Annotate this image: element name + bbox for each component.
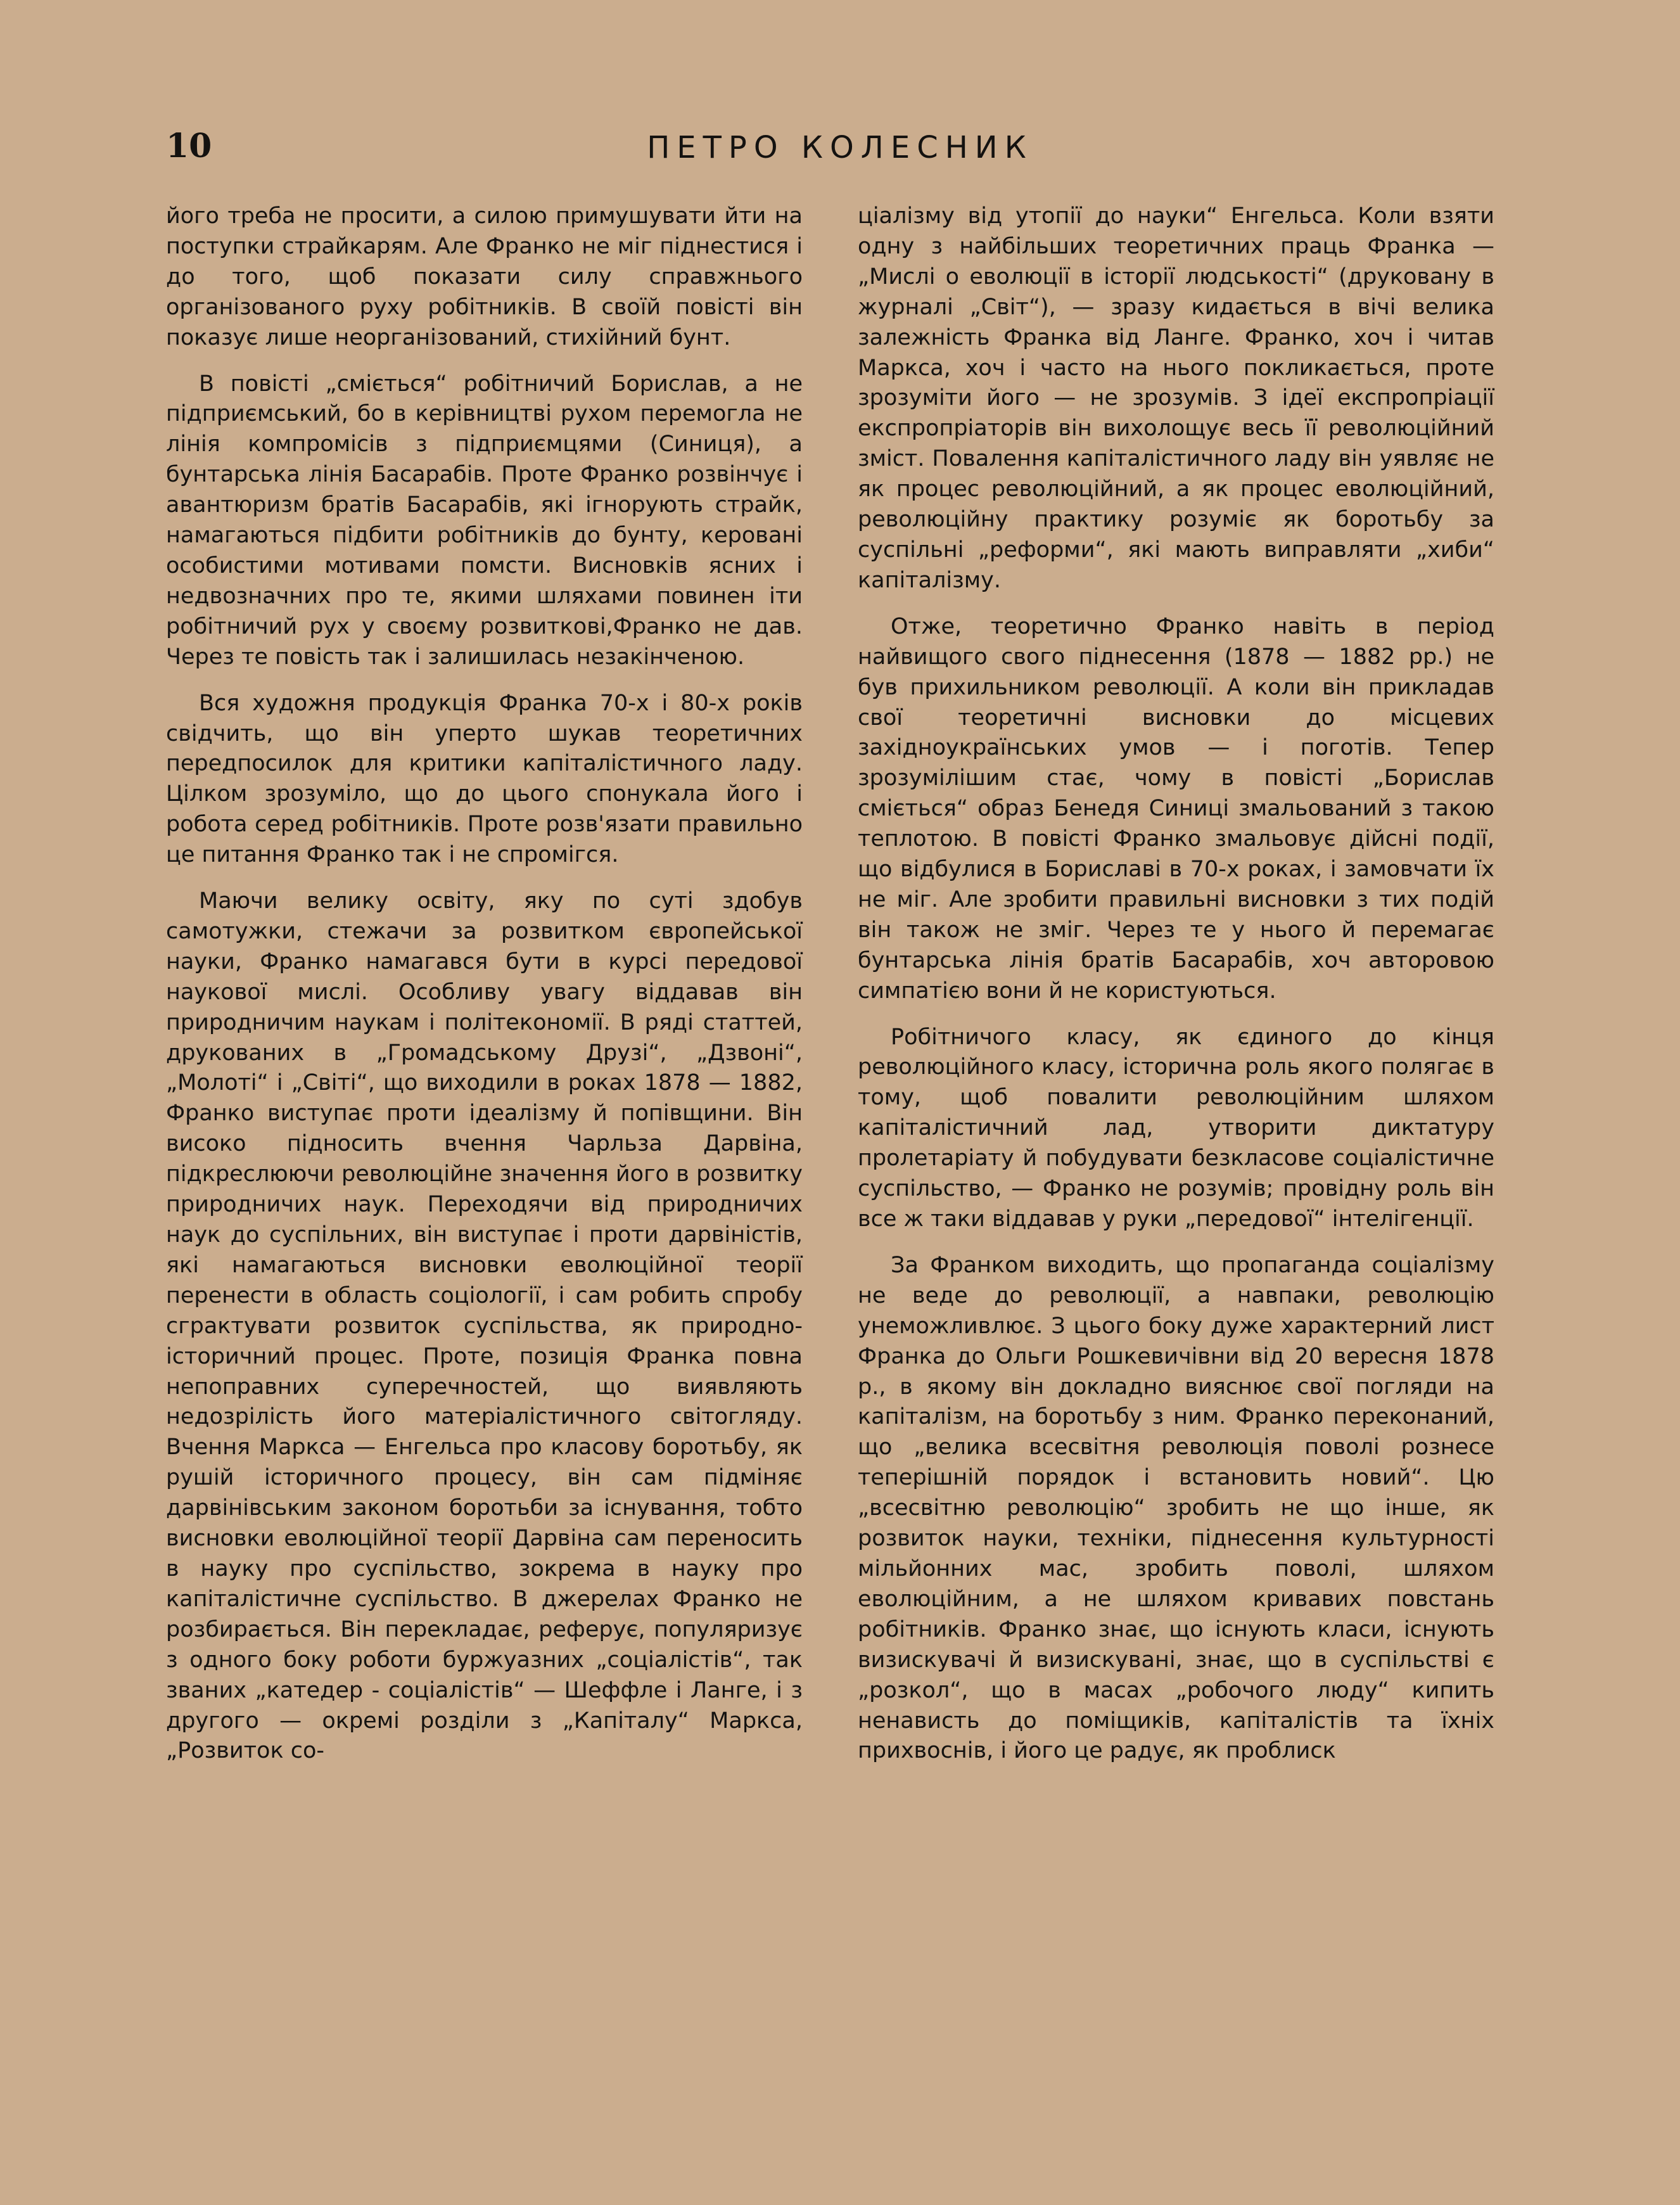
left-column <box>166 201 803 1782</box>
paragraph: його треба не просити, а силою примушувати йти на поступки страйкарям. Але Франко не міг піднестися і до того, щоб показати силу справжнього організованого руху робітників. В своїй повісті він показує лише неорганізований, стихійний бунт. <box>166 203 803 350</box>
paragraph: Вся художня продукція Франка 70-х і 80-х років свідчить, що він уперто шукав теоретичних передпосилок для критики капіталістичного ладу. Цілком зрозуміло, що до цього спонукала його і робота серед робітників. Проте розв'язати правильно це питання Франко так і не спромігся. <box>166 690 803 868</box>
paragraph: Робітничого класу, як єдиного до кінця революційного класу, історична роль якого полягає в тому, щоб повалити революційним шляхом капіталістичний лад, утворити диктатуру пролетаріату й побудувати безкласове соціалістичне суспільство, — Франко не розумів; провідну роль він все ж таки віддавав у руки „передової“ інтелігенції. <box>858 1024 1494 1232</box>
page-number: 10 <box>166 127 212 165</box>
paragraph: Маючи велику освіту, яку по суті здобув самотужки, стежачи за розвитком європейської науки, Франко намагався бути в курсі передової наукової мислі. Особливу увагу віддавав він природничим наукам і політекономії. В ряді статтей, друкованих в „Громадському Друзі“, „Дзвоні“, „Молоті“ і „Світі“, що виходили в роках 1878 — 1882, Франко виступає проти ідеалізму й попівщини. Він високо підносить вчення Чарльза Дарвіна, підкреслюючи революційне значення його в розвитку природничих наук. Переходячи від природничих наук до суспільних, він виступає і проти дарвіністів, які намагаються висновки еволюційної теорії перенести в область соціології, і сам робить спробу сграктувати розвиток суспільства, як природно-історичний процес. Проте, позиція Франка повна непоправних суперечностей, що виявляють недозрілість його матеріалістичного світогляду. Вчення Маркса — Енгельса про класову боротьбу, як рушій історичного процесу, він сам підміняє дарвінівським законом боротьби за існування, тобто висновки еволюційної теорії Дарвіна сам переносить в науку про суспільство, зокрема в науку про капіталістичне суспільство. В джерелах Франко не розбирається. Він перекладає, реферує, популяризує з одного боку роботи буржуазних „соціалістів“, так званих „катедер - соціалістів“ — Шеффле і Ланге, і з другого — окремі розділи з „Капіталу“ Маркса, „Розвиток со- <box>166 888 803 1764</box>
paragraph: В повісті „сміється“ робітничий Борислав, а не підприємський, бо в керівництві рухом перемогла не лінія компромісів з підприємцями (Синиця), а бунтарська лінія Басарабів. Проте Франко розвінчує і авантюризм братів Басарабів, які ігнорують страйк, намагаються підбити робітників до бунту, керовані особистими мотивами помсти. Висновків ясних і недвозначних про те, якими шляхами повинен іти робітничий рух у своєму розвиткові,Франко не дав. Через те повість так і залишилась незакінченою. <box>166 371 803 670</box>
paragraph: ціалізму від утопії до науки“ Енгельса. Коли взяти одну з найбільших теоретичних праць Франка — „Мислі о еволюції в історії людськості“ (друковану в журналі „Світ“), — зразу кидається в вічі велика залежність Франка від Ланге. Франко, хоч і читав Маркса, хоч і часто на нього покликається, проте зрозуміти його — не зрозумів. З ідеї експропріації експропріаторів він вихолощує весь її революційний зміст. Повалення капіталістичного ладу він уявляє не як процес революційний, а як процес еволюційний, революційну практику розуміє як боротьбу за суспільні „реформи“, які мають виправляти „хиби“ капіталізму. <box>858 203 1494 593</box>
right-column <box>858 201 1494 1782</box>
paragraph: Отже, теоретично Франко навіть в період найвищого свого піднесення (1878 — 1882 рр.) не був прихильником революції. А коли він прикладав свої теоретичні висновки до місцевих західноукраїнських умов — і поготів. Тепер зрозумілішим стає, чому в повісті „Борислав сміється“ образ Бенедя Синиці змальований з такою теплотою. В повісті Франко змальовує дійсні події, що відбулися в Бориславі в 70-х роках, і замовчати їх не міг. Але зробити правильні висновки з тих подій він також не зміг. Через те у нього й перемагає бунтарська лінія братів Басарабів, хоч авторовою симпатією вони й не користуються. <box>858 613 1494 1004</box>
paragraph: За Франком виходить, що пропаганда соціалізму не веде до революції, а навпаки, революцію унеможливлює. З цього боку дуже характерний лист Франка до Ольги Рошкевичівни від 20 вересня 1878 р., в якому він докладно вияснює свої погляди на капіталізм, на боротьбу з ним. Франко переконаний, що „велика всесвітня революція поволі рознесе теперішній порядок і встановить новий“. Цю „всесвітню революцію“ зробить не що інше, як розвиток науки, техніки, піднесення культурності мільйонних мас, зробить поволі, шляхом еволюційним, а не шляхом кривавих повстань робітників. Франко знає, що існують класи, існують визискувачі й визискувані, знає, що в суспільстві є „розкол“, що в масах „робочого люду“ кипить ненависть до поміщиків, капіталістів та їхніх прихвоснів, і його це радує, як проблиск <box>858 1252 1494 1764</box>
running-head: ПЕТРО КОЛЕСНИК <box>647 130 1033 165</box>
